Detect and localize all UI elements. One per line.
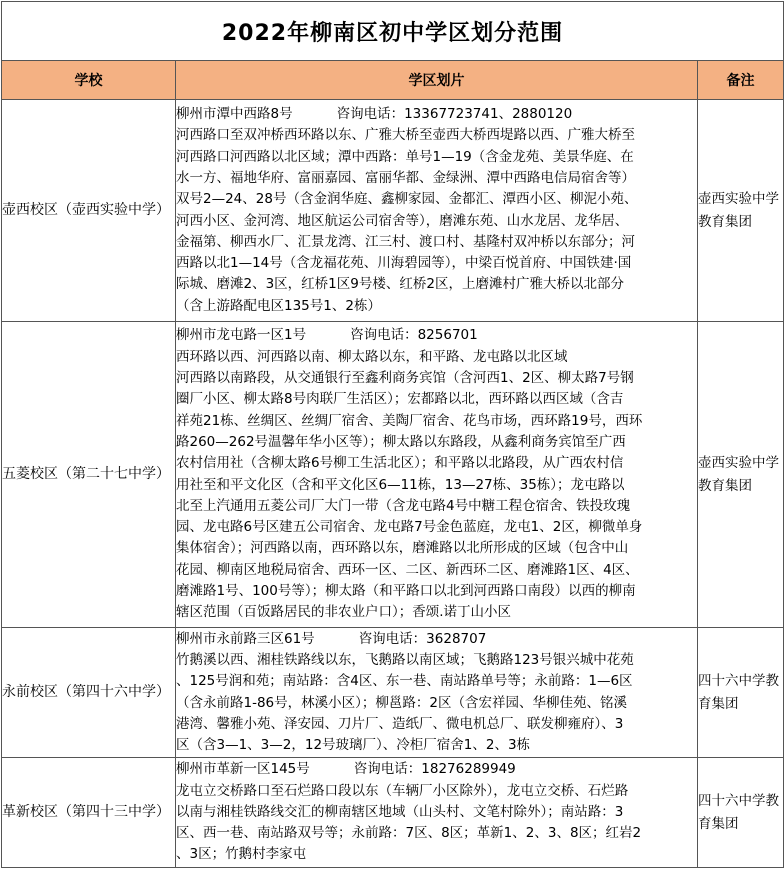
consult-phone: 咨询电话：8256701	[350, 327, 478, 344]
contact-line	[176, 629, 697, 650]
range-line: 磨滩路1号、100号等）；柳太路（和平路口以北到河西路口南段）以西的柳南	[176, 582, 636, 599]
range-line: 北至上汽通用五菱公司厂大门一带（含龙屯路4号中糖工程仓宿舍、铁投玫瑰	[176, 497, 631, 514]
range-line: 以南与湘桂铁路线交汇的柳南辖区地域（山头村、文笔村除外）；南站路：3	[176, 803, 624, 820]
consult-phone: 咨询电话：3628707	[358, 630, 487, 647]
school-address: 柳州市革新一区145号	[176, 761, 310, 778]
range-line: 区（含3—1、3—2，12号玻璃厂）、冷柜厂宿舍1、2、3栋	[176, 737, 531, 754]
range-line: 港湾、馨雅小苑、泽安园、刀片厂、造纸厂、微电机总厂、联发柳雍府）、3	[176, 715, 624, 732]
range-line: 、125号润和苑；南站路：含4区、东一巷、南站路单号等；永前路：1—6区	[176, 673, 633, 690]
range-line: 西环路以西、河西路以南、柳太路以东，和平路、龙屯路以北区域	[176, 348, 568, 365]
school-address: 柳州市潭中西路8号	[176, 106, 293, 123]
school-name: 永前校区（第四十六中学）	[2, 628, 176, 758]
range-line: 祥苑21栋、丝绸区、丝绸厂宿舍、美陶厂宿舍、花鸟市场，西环路19号，西环	[176, 412, 643, 429]
header-range: 学区划片	[176, 61, 698, 100]
range-line: 龙屯立交桥路口至石烂路口段以东（车辆厂小区除外），龙屯立交桥、石烂路	[176, 782, 629, 799]
table-title: 2022年柳南区初中学区划分范围	[2, 2, 784, 61]
range-line: 、3区；竹鹅村李家屯	[176, 846, 307, 863]
range-line: 金福第、柳西水厂、汇景龙湾、江三村、渡口村、基隆村双冲桥以东部分；河	[176, 233, 635, 250]
header-note: 备注	[698, 61, 784, 100]
range-line: 西路以北1—14号（含龙福花苑、川海碧园等），中梁百悦首府、中国铁建·国	[176, 255, 632, 272]
range-line: 际城、磨滩2、3区，红桥1区9号楼、红桥2区，上磨滩村广雅大桥以北部分	[176, 276, 624, 293]
range-line: 花园、柳南区地税局宿舍、西环一区、二区、新西环二区、磨滩路1区、4区、	[176, 561, 639, 578]
range-line: 辖区范围（百饭路居民的非农业户口）；香颂.诺丁山小区	[176, 604, 512, 621]
range-line: 农村信用社（含柳太路6号柳工生活北区）；和平路以北路段，从广西农村信	[176, 455, 624, 472]
range-line: （含上游路配电区135号1、2栋）	[176, 297, 381, 314]
range-line: 河西路以南路段，从交通银行至鑫利商务宾馆（含河西1、2区、柳太路7号钢	[176, 370, 634, 387]
range-line: 用社至和平文化区（含和平文化区6—11栋，13—27栋、35栋）；龙屯路以	[176, 476, 625, 493]
table-row	[2, 758, 784, 868]
range-line: 园、龙屯路6号区建五公司宿舍、龙屯路7号金色蓝庭，龙屯1、2区，柳微单身	[176, 519, 643, 536]
contact-line	[176, 325, 697, 346]
district-range	[176, 100, 698, 322]
school-name: 革新校区（第四十三中学）	[2, 758, 176, 868]
range-line: 竹鹅溪以西、湘桂铁路线以东，飞鹅路以南区域；飞鹅路123号银兴城中花苑	[176, 651, 634, 668]
range-line: 集体宿舍）；河西路以南，西环路以东，磨滩路以北所形成的区域（包含中山	[176, 540, 629, 557]
range-line: 河西路口河西路以北区域；潭中西路：单号1—19（含金龙苑、美景华庭、在	[176, 148, 634, 165]
range-line: 水一方、福地华府、富丽嘉园、富丽华都、金绿洲、潭中西路电信局宿舍等）	[176, 169, 635, 186]
note: 四十六中学教育集团	[698, 758, 784, 868]
note: 壶西实验中学教育集团	[698, 100, 784, 322]
range-line: 双号2—24、28号（含金润华庭、鑫柳家园、金都汇、潭西小区、柳泥小苑、	[176, 191, 638, 208]
contact-line	[176, 759, 697, 780]
contact-line	[176, 104, 697, 125]
range-line: （含永前路1-86号，林溪小区）；柳邕路：2区（含宏祥园、华柳佳苑、铭溪	[176, 694, 627, 711]
range-line: 河西小区、金河湾、地区航运公司宿舍等），磨滩东苑、山水龙居、龙华居、	[176, 212, 629, 229]
consult-phone: 咨询电话：18276289949	[353, 761, 516, 778]
note: 壶西实验中学教育集团	[698, 322, 784, 628]
table-row	[2, 322, 784, 628]
district-table	[1, 1, 784, 868]
range-line: 河西路口至双冲桥西环路以东、广雅大桥至壶西大桥西堤路以西、广雅大桥至	[176, 127, 635, 144]
district-range	[176, 758, 698, 868]
range-line: 圈厂小区、柳太路8号肉联厂生活区）；宏都路以北，西环路以西区域（含吉	[176, 391, 624, 408]
table-row	[2, 100, 784, 322]
district-range	[176, 628, 698, 758]
school-name: 五菱校区（第二十七中学）	[2, 322, 176, 628]
range-line: 区、西一巷、南站路双号等；永前路：7区、8区；革新1、2、3、8区；红岩2	[176, 825, 642, 842]
district-range	[176, 322, 698, 628]
note: 四十六中学教育集团	[698, 628, 784, 758]
school-address: 柳州市永前路三区61号	[176, 630, 315, 647]
header-school: 学校	[2, 61, 176, 100]
school-address: 柳州市龙屯路一区1号	[176, 327, 307, 344]
school-name: 壶西校区（壶西实验中学）	[2, 100, 176, 322]
consult-phone: 咨询电话：13367723741、2880120	[336, 106, 573, 123]
table-row	[2, 628, 784, 758]
range-line: 路260—262号温馨年华小区等）；柳太路以东路段，从鑫利商务宾馆至广西	[176, 433, 626, 450]
